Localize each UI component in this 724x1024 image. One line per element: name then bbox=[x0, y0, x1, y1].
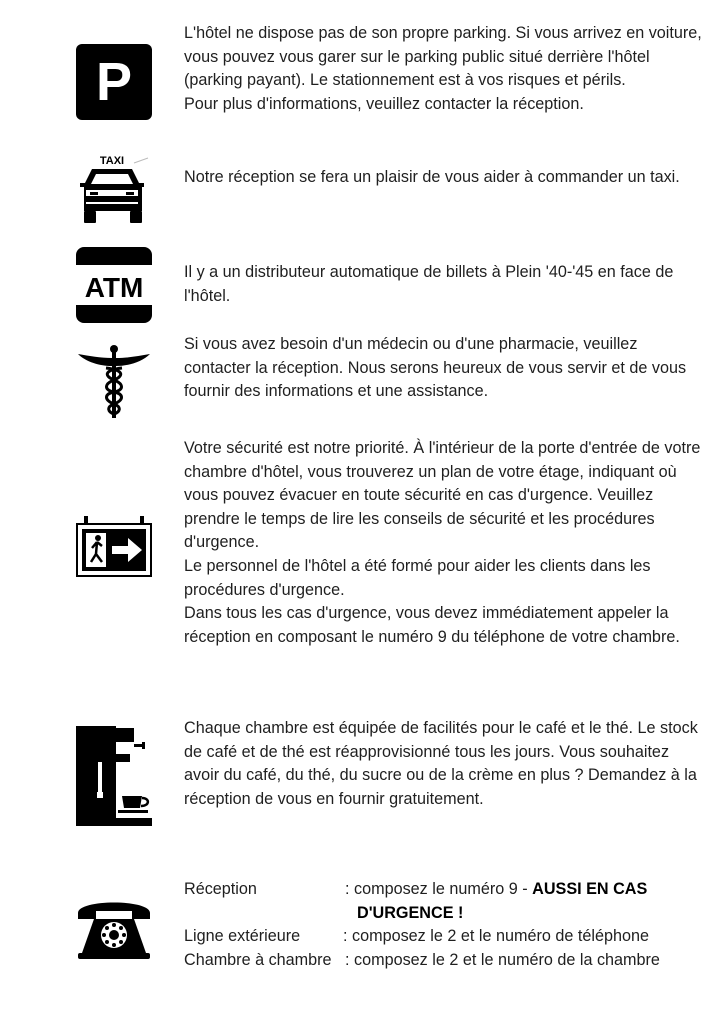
atm-label: ATM bbox=[84, 272, 144, 303]
medical-paragraph: Si vous avez besoin d'un médecin ou d'une pharmacie, veuillez contacter la réception. Nous serons heureux de vous servir et de vous fournir des informations et une assistance. bbox=[184, 335, 687, 401]
medical-text bbox=[184, 333, 704, 404]
parking-text bbox=[184, 22, 704, 116]
parking-paragraph: L'hôtel ne dispose pas de son propre parking. Si vous arrivez en voiture, vous pouvez vous garer sur le parking public situé derrière l'hôtel (parking payant). Le stationnement est à vos risques et périls. bbox=[184, 24, 702, 90]
safety-paragraph-3: Dans tous les cas d'urgence, vous devez immédiatement appeler la réception en composant le numéro 9 du téléphone de votre chambre. bbox=[184, 604, 680, 646]
safety-paragraph-1: Votre sécurité est notre priorité. À l'intérieur de la porte d'entrée de votre chambre d'hôtel, vous trouverez un plan de votre étage, indiquant où vous pouvez évacuer en toute sécurité en cas d'urgence. Veuillez prendre le temps de lire les conseils de sécurité et les procédures d'urgence. bbox=[184, 439, 701, 552]
contact-value: : composez le 2 et le numéro de téléphone bbox=[343, 927, 649, 946]
safety-text bbox=[184, 437, 704, 649]
safety-paragraph-2: Le personnel de l'hôtel a été formé pour aider les clients dans les procédures d'urgence. bbox=[184, 556, 651, 599]
emergency-note-continued: D'URGENCE ! bbox=[357, 903, 464, 922]
contact-label: Réception bbox=[184, 880, 257, 898]
taxi-sign-label: TAXI bbox=[99, 155, 125, 167]
parking-sign-icon bbox=[76, 44, 152, 120]
taxi-icon bbox=[76, 153, 152, 227]
coffee-machine-icon bbox=[76, 726, 152, 828]
contact-label: Ligne extérieure bbox=[184, 927, 301, 946]
contact-row-external-line bbox=[184, 925, 714, 949]
contact-row-room-to-room bbox=[184, 949, 714, 973]
coffee-text bbox=[184, 717, 704, 811]
contact-numbers bbox=[184, 878, 714, 972]
taxi-paragraph: Notre réception se fera un plaisir de vous aider à commander un taxi. bbox=[184, 168, 680, 186]
atm-icon bbox=[76, 247, 152, 323]
contact-row-reception-continued bbox=[184, 902, 714, 926]
caduceus-icon bbox=[76, 344, 152, 420]
emergency-exit-icon bbox=[76, 516, 152, 578]
taxi-text bbox=[184, 166, 704, 190]
parking-contact-paragraph: Pour plus d'informations, veuillez contacter la réception. bbox=[184, 94, 584, 113]
contact-value: : composez le numéro 9 - bbox=[345, 880, 533, 898]
atm-paragraph: Il y a un distributeur automatique de billets à Plein '40-'45 en face de l'hôtel. bbox=[184, 263, 674, 305]
contact-label: Chambre à chambre bbox=[184, 950, 332, 969]
parking-letter: P bbox=[95, 52, 133, 112]
contact-row-reception bbox=[184, 878, 714, 902]
emergency-note: AUSSI EN CAS bbox=[532, 880, 648, 898]
coffee-paragraph: Chaque chambre est équipée de facilités pour le café et le thé. Le stock de café et de thé est réapprovisionné tous les jours. Vous souhaitez avoir du café, du thé, du sucre ou de la crème en plus ? Demandez à la réception de vous en fournir gratuitement. bbox=[184, 719, 698, 808]
atm-text bbox=[184, 261, 704, 308]
telephone-icon bbox=[76, 895, 152, 959]
contact-value: : composez le 2 et le numéro de la chambre bbox=[345, 950, 660, 969]
